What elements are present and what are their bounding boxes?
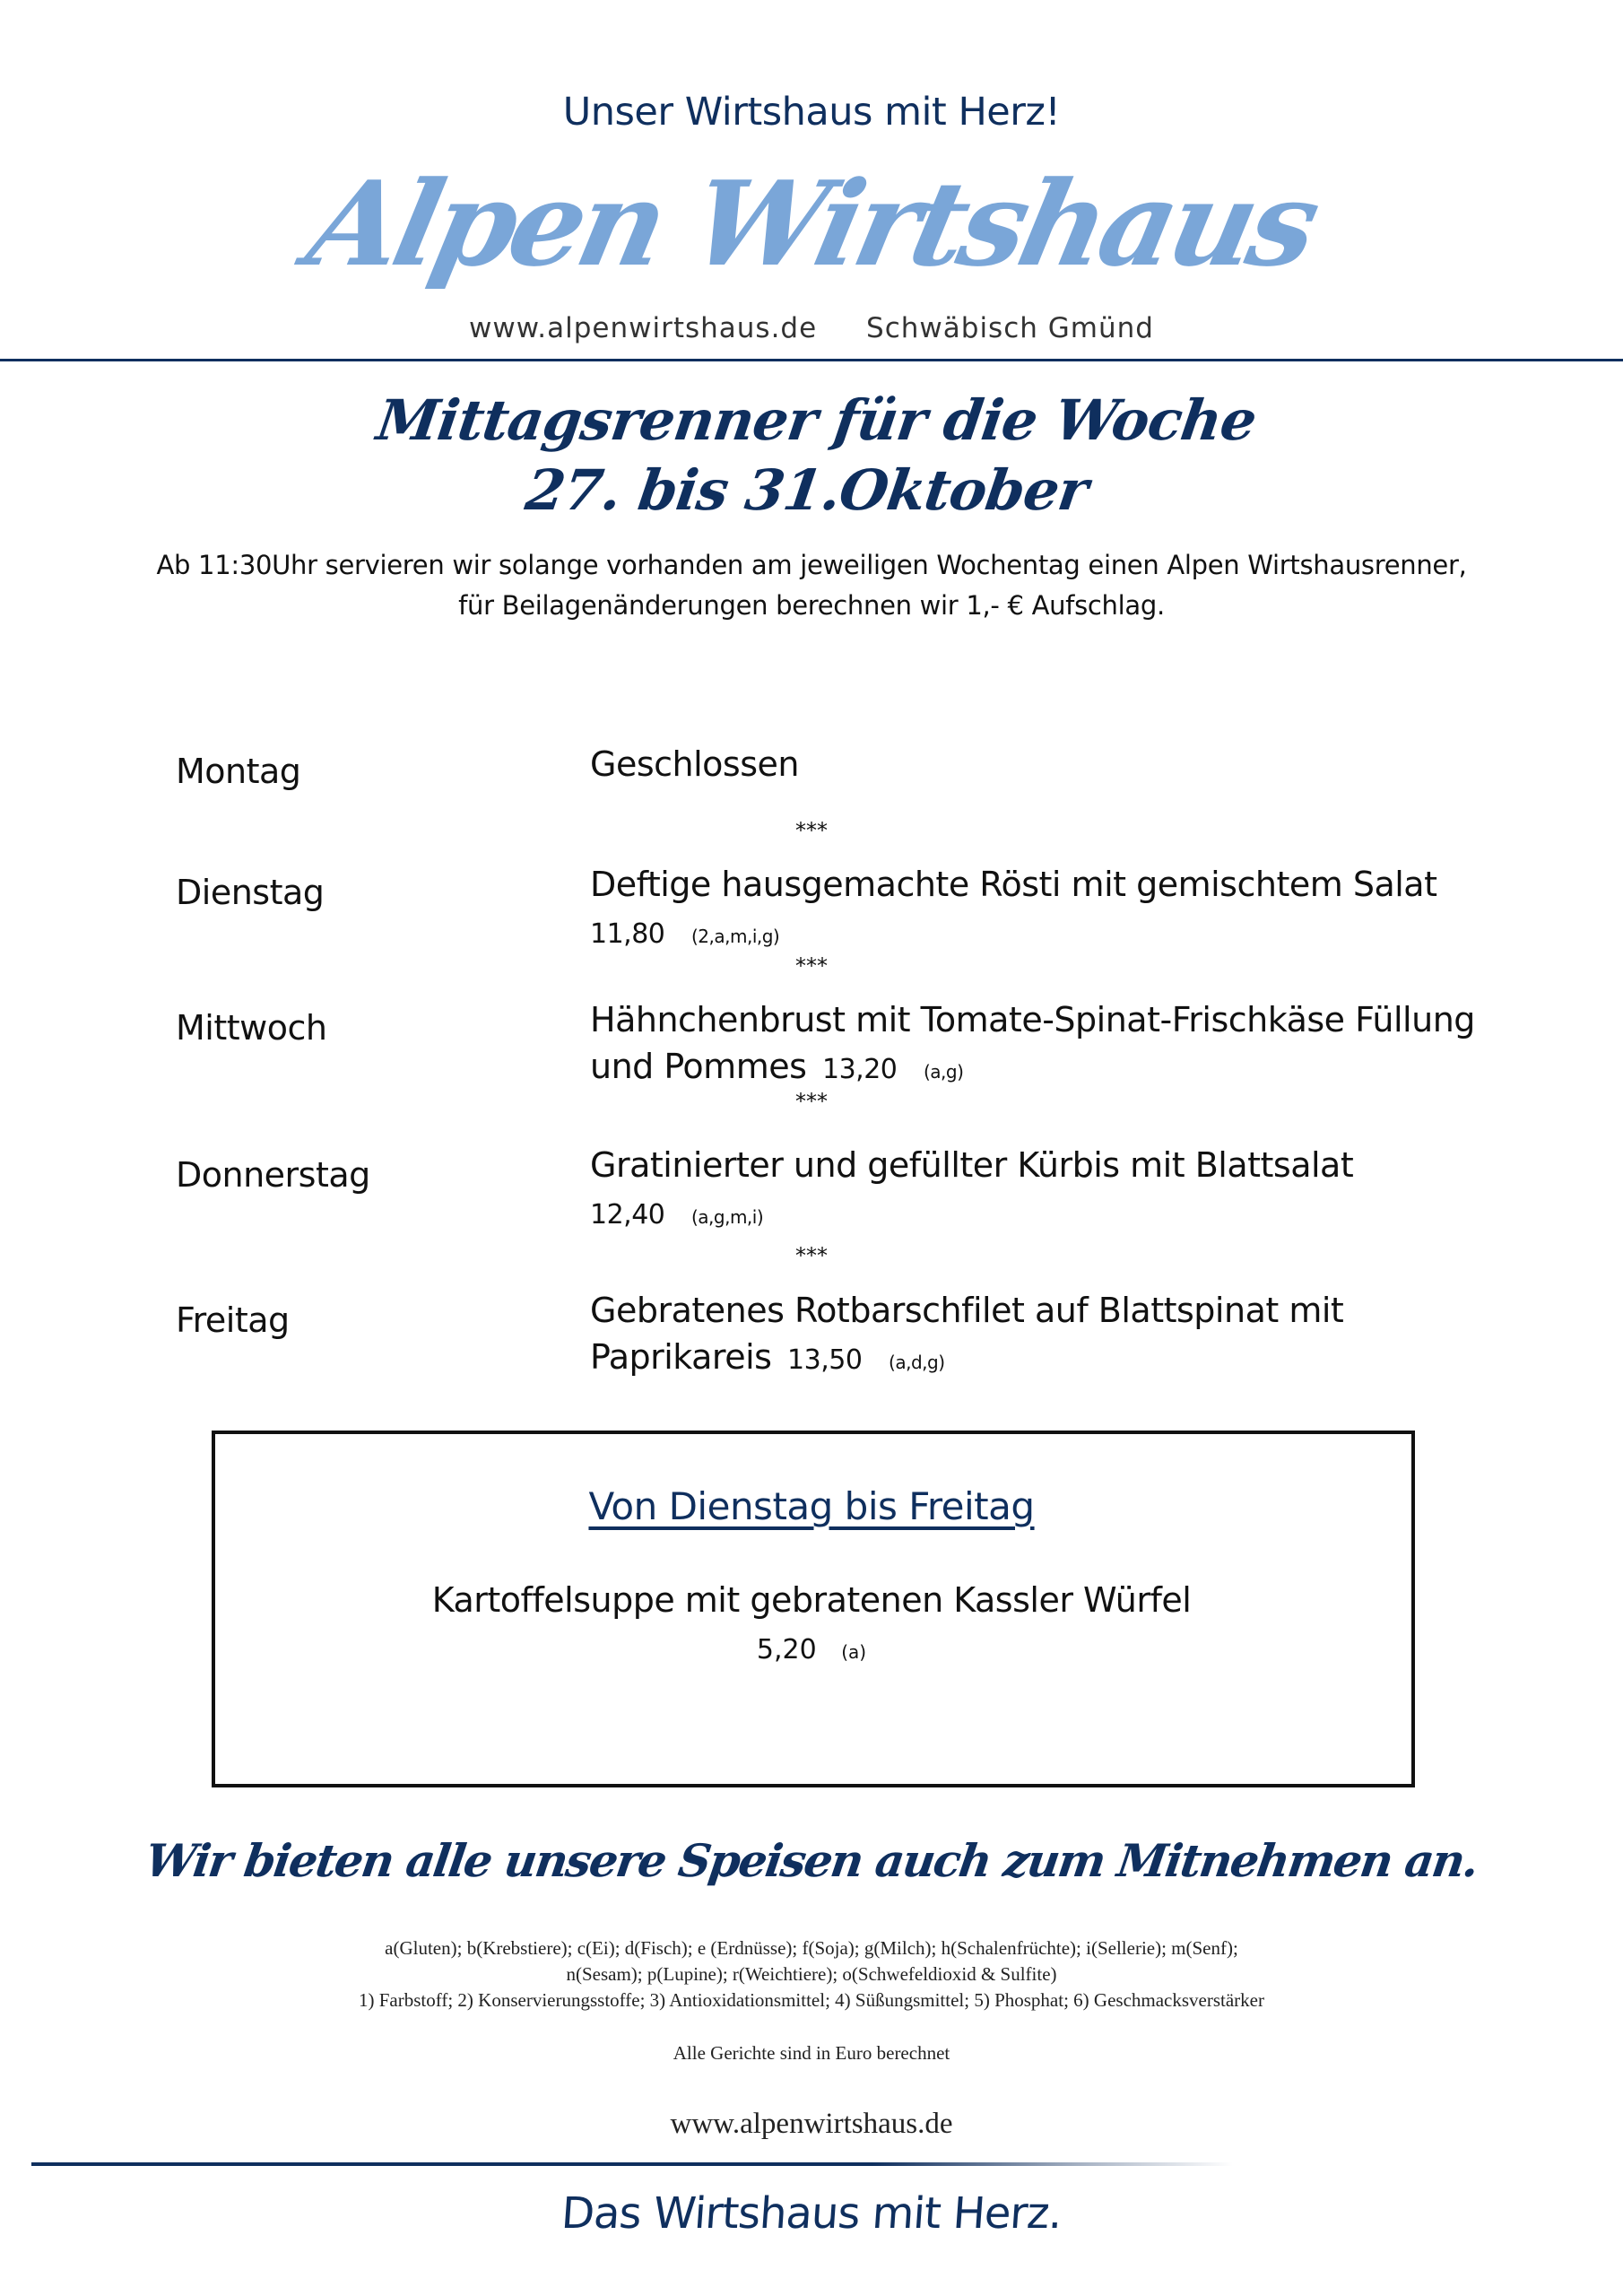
weekly-special-price-row [0, 1634, 1623, 1665]
header-divider [0, 359, 1623, 361]
dish-donnerstag [590, 1142, 1353, 1240]
additives-legend: 1) Farbstoff; 2) Konservierungsstoffe; 3) Antioxidationsmittel; 4) Süßungsmittel; 5) Phosphat; 6) Geschmacksverstärker [359, 1989, 1264, 2011]
intro-line-1: Ab 11:30Uhr servieren wir solange vorhanden am jeweiligen Wochentag einen Alpen Wirtshausrenner, [156, 550, 1467, 580]
header-tagline: Unser Wirtshaus mit Herz! [562, 90, 1061, 135]
dish-text-line-2: und Pommes [590, 1047, 807, 1086]
day-label-freitag: Freitag [176, 1300, 290, 1340]
dish-text: Gratinierter und gefüllter Kürbis mit Blattsalat [590, 1145, 1354, 1185]
day-label-mittwoch: Mittwoch [176, 1008, 327, 1048]
weekly-special-dish: Kartoffelsuppe mit gebratenen Kassler Würfel [431, 1580, 1192, 1620]
day-label-donnerstag: Donnerstag [176, 1155, 370, 1195]
dish-allergens: (a,g) [923, 1061, 964, 1083]
dish-text-line-2: Paprikareis [590, 1337, 772, 1377]
allergen-legend-line-2: n(Sesam); p(Lupine); r(Weichtiere); o(Schwefeldioxid & Sulfite) [566, 1963, 1057, 1985]
weekly-special-allergens: (a) [841, 1641, 867, 1663]
allergen-legend [0, 1935, 1623, 2013]
dish-allergens: (a,d,g) [889, 1352, 945, 1373]
separator: *** [795, 953, 828, 978]
dish-price: 11,80 [590, 918, 665, 950]
title-line-1: Mittagsrenner für die Woche [372, 387, 1261, 453]
dish-mittwoch [590, 996, 1475, 1095]
day-label-montag: Montag [176, 752, 301, 791]
dish-allergens: (a,g,m,i) [690, 1206, 764, 1228]
separator: *** [795, 1089, 828, 1114]
footer-slogan: Das Wirtshaus mit Herz. [560, 2188, 1063, 2239]
footer-divider [31, 2162, 1233, 2166]
intro-line-2: für Beilagenänderungen berechnen wir 1,- € Aufschlag. [458, 590, 1165, 621]
dish-text: Gebratenes Rotbarschfilet auf Blattspinat mit [590, 1291, 1344, 1330]
dish-price: 12,40 [590, 1199, 665, 1231]
header-website: www.alpenwirtshaus.de [469, 312, 818, 344]
header-subline [0, 312, 1623, 344]
weekly-special-price: 5,20 [756, 1634, 817, 1665]
day-label-dienstag: Dienstag [176, 873, 325, 912]
dish-montag [590, 741, 799, 787]
footer-website-link[interactable]: www.alpenwirtshaus.de [670, 2108, 953, 2140]
page-title [0, 386, 1623, 526]
weekly-special-title: Von Dienstag bis Freitag [588, 1484, 1035, 1528]
dish-price: 13,20 [821, 1054, 898, 1085]
dish-dienstag [590, 861, 1436, 960]
separator: *** [795, 1243, 828, 1268]
header-city: Schwäbisch Gmünd [866, 312, 1154, 344]
dish-text: Geschlossen [590, 744, 799, 784]
dish-price: 13,50 [787, 1344, 863, 1376]
title-date-range: 27. bis 31.Oktober [521, 457, 1092, 523]
dish-freitag [590, 1287, 1343, 1386]
euro-note: Alle Gerichte sind in Euro berechnet [673, 2042, 950, 2064]
intro-text [0, 545, 1623, 626]
separator: *** [795, 818, 828, 843]
dish-allergens: (2,a,m,i,g) [690, 926, 780, 947]
dish-text: Hähnchenbrust mit Tomate-Spinat-Frischkäse Füllung [590, 1000, 1475, 1039]
restaurant-logo: Alpen Wirtshaus [297, 155, 1326, 292]
allergen-legend-line-1: a(Gluten); b(Krebstiere); c(Ei); d(Fisch); e (Erdnüsse); f(Soja); g(Milch); h(Schalenfrüchte); i(Sellerie); m(Senf); [385, 1937, 1238, 1959]
takeaway-notice: Wir bieten alle unsere Speisen auch zum Mitnehmen an. [142, 1834, 1481, 1887]
dish-text: Deftige hausgemachte Rösti mit gemischtem Salat [590, 865, 1437, 904]
